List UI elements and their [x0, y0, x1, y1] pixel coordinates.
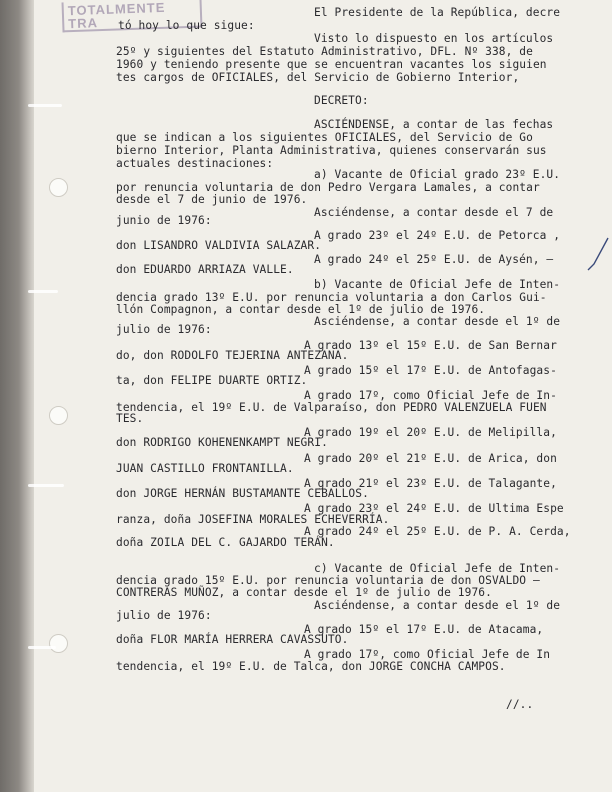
paper-tear — [28, 290, 58, 293]
text-line: que se indican a los siguientes OFICIALES, del Servicio de Go — [116, 131, 533, 144]
binding-edge — [0, 0, 34, 792]
text-line: julio de 1976: — [116, 323, 212, 336]
text-line: ranza, doña JOSEFINA MORALES ECHEVERRÍA. — [116, 513, 390, 526]
stamp-line-1: TOTALMENTE — [67, 0, 166, 19]
text-line: ASCIÉNDENSE, a contar de las fechas — [314, 118, 554, 131]
continuation-mark: //.. — [506, 698, 534, 711]
text-line: TES. — [116, 412, 144, 425]
text-line: dencia grado 13º E.U. por renuncia voluntaria a don Carlos Gui- — [116, 291, 547, 304]
text-line: tendencia, el 19º E.U. de Talca, don JORGE CONCHA CAMPOS. — [116, 660, 506, 673]
text-line: bierno Interior, Planta Administrativa, quienes conservarán sus — [116, 144, 547, 157]
text-line: junio de 1976: — [116, 214, 212, 227]
text-line: A grado 19º el 20º E.U. de Melipilla, — [304, 426, 557, 439]
text-line: A grado 23º el 24º E.U. de Petorca , — [314, 229, 561, 242]
text-line: don RODRIGO KOHENENKAMPT NEGRI. — [116, 436, 328, 449]
text-line: tes cargos de OFICIALES, del Servicio de Gobierno Interior, — [116, 71, 520, 84]
text-line: actuales destinaciones: — [116, 157, 274, 170]
stamp-line-2: TRA — [68, 15, 99, 32]
text-line: Asciéndense, a contar desde el 7 de — [314, 206, 554, 219]
text-line: ta, don FELIPE DUARTE ORTIZ. — [116, 374, 308, 387]
text-line: tó hoy lo que sigue: — [118, 19, 255, 32]
text-line: El Presidente de la República, decre — [314, 6, 561, 19]
text-line: DECRETO: — [314, 94, 369, 107]
text-line: don LISANDRO VALDIVIA SALAZAR. — [116, 239, 322, 252]
text-line: A grado 24º el 25º E.U. de Aysén, — — [314, 253, 554, 266]
paper-tear — [28, 104, 62, 107]
text-line: JUAN CASTILLO FRONTANILLA. — [116, 462, 294, 475]
text-line: 25º y siguientes del Estatuto Administrativo, DFL. Nº 338, de — [116, 45, 533, 58]
text-line: julio de 1976: — [116, 609, 212, 622]
text-line: A grado 13º el 15º E.U. de San Bernar — [304, 339, 557, 352]
punch-hole — [49, 406, 68, 425]
text-line: A grado 20º el 21º E.U. de Arica, don — [304, 452, 557, 465]
text-line: doña FLOR MARÍA HERRERA CAVASSUTO. — [116, 633, 349, 646]
text-line: tendencia, el 19º E.U. de Valparaíso, don PEDRO VALENZUELA FUEN — [116, 401, 547, 414]
paper-tear — [28, 646, 56, 649]
text-line: por renuncia voluntaria de don Pedro Vergara Lamales, a contar — [116, 181, 540, 194]
text-line: llón Compagnon, a contar desde el 1º de julio de 1976. — [116, 303, 486, 316]
text-line: do, don RODOLFO TEJERINA ANTEZANA. — [116, 349, 349, 362]
text-line: don JORGE HERNÁN BUSTAMANTE CEBALLOS. — [116, 487, 369, 500]
text-line: 1960 y teniendo presente que se encuentran vacantes los siguien — [116, 58, 547, 71]
punch-hole — [49, 634, 68, 653]
text-line: A grado 17º, como Oficial Jefe de In — [304, 648, 551, 661]
text-line: A grado 15º el 17º E.U. de Atacama, — [304, 623, 544, 636]
text-line: dencia grado 15º E.U. por renuncia voluntaria de don OSVALDO — — [116, 574, 540, 587]
text-line: Visto lo dispuesto en los artículos — [314, 32, 554, 45]
text-line: c) Vacante de Oficial Jefe de Inten- — [314, 562, 561, 575]
pen-mark — [584, 236, 610, 272]
text-line: Asciéndense, a contar desde el 1º de — [314, 599, 561, 612]
paper-tear — [28, 484, 64, 487]
text-line: A grado 17º, como Oficial Jefe de In- — [304, 389, 557, 402]
text-line: Asciéndense, a contar desde el 1º de — [314, 315, 561, 328]
text-line: don EDUARDO ARRIAZA VALLE. — [116, 263, 294, 276]
text-line: A grado 21º el 23º E.U. de Talagante, — [304, 477, 557, 490]
text-line: CONTRERAS MUÑOZ, a contar desde el 1º de julio de 1976. — [116, 586, 492, 599]
text-line: A grado 15º el 17º E.U. de Antofagas- — [304, 364, 557, 377]
text-line: b) Vacante de Oficial Jefe de Inten- — [314, 278, 561, 291]
text-line: a) Vacante de Oficial grado 23º E.U. — [314, 168, 561, 181]
punch-hole — [49, 178, 68, 197]
text-line: desde el 7 de junio de 1976. — [116, 193, 308, 206]
text-line: doña ZOILA DEL C. GAJARDO TERÁN. — [116, 536, 335, 549]
text-line: A grado 24º el 25º E.U. de P. A. Cerda, — [304, 525, 571, 538]
text-line: A grado 23º el 24º E.U. de Ultima Espe — [304, 502, 564, 515]
